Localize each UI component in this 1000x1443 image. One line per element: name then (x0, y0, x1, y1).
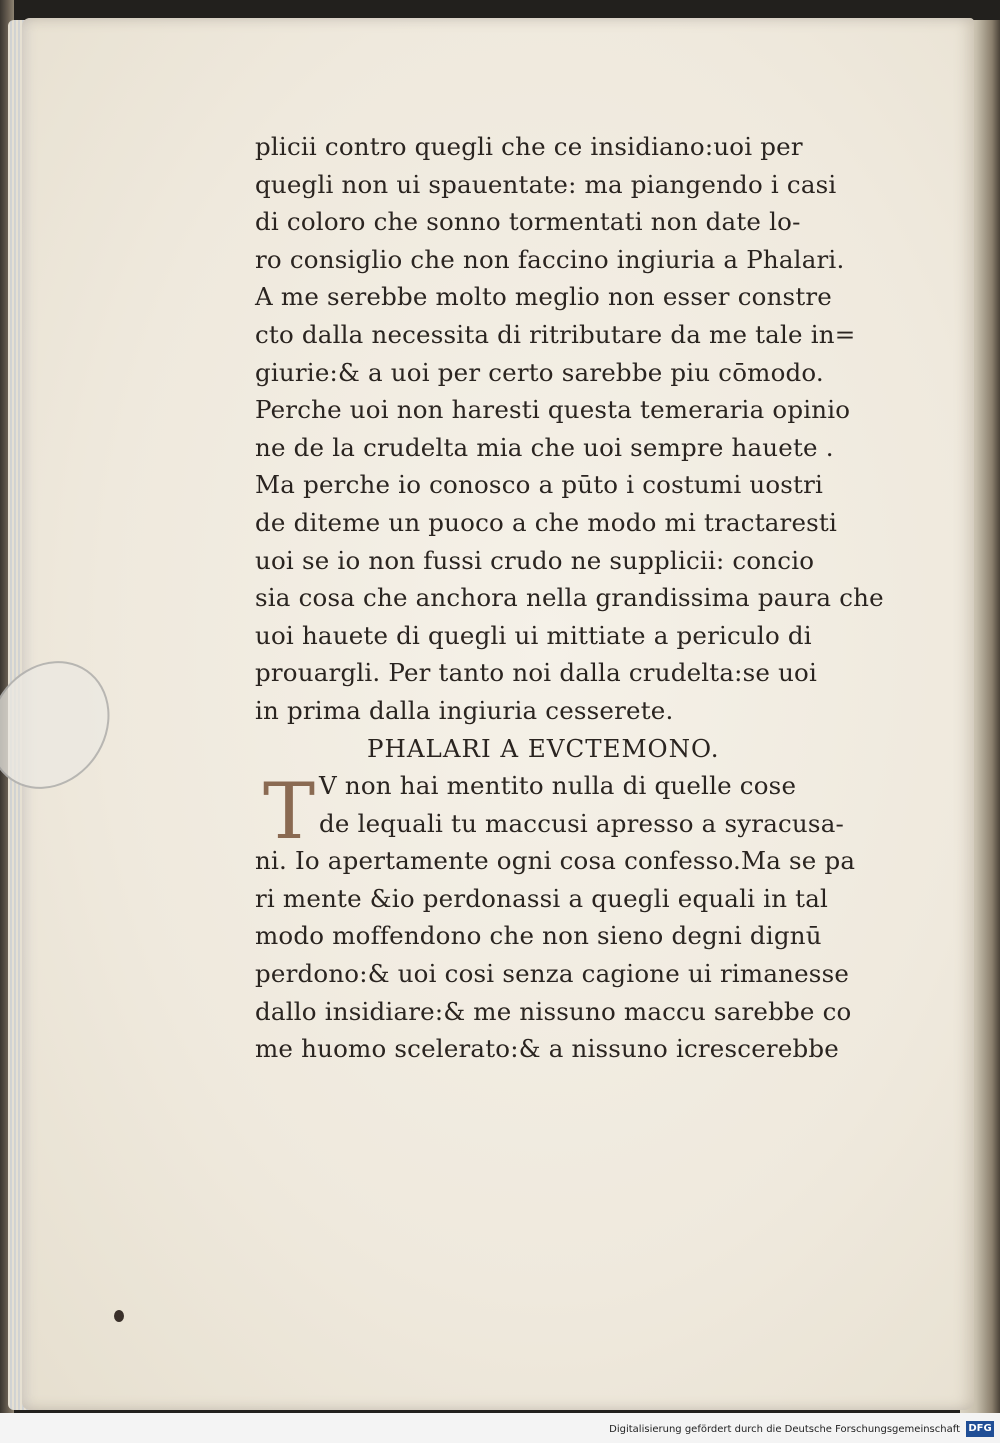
text-line: cto dalla necessita di ritributare da me tale in= (255, 319, 856, 349)
letter-heading: PHALARI A EVCTEMONO. (367, 733, 720, 763)
text-line: prouargli. Per tanto noi dalla crudelta:se uoi (255, 658, 818, 688)
text-line: de diteme un puoco a che modo mi tractaresti (255, 507, 838, 537)
ink-stain (114, 1310, 124, 1322)
drop-initial: T (263, 767, 316, 858)
text-line: plicii contro quegli che ce insidiano:uoi per (255, 132, 803, 161)
text-line: uoi hauete di quegli ui mittiate a periculo di (255, 620, 812, 650)
text-line: in prima dalla ingiuria cesserete. (255, 695, 674, 725)
text-line: quegli non ui spauentate: ma piangendo i casi (255, 169, 837, 199)
text-line: ne de la crudelta mia che uoi sempre hauete . (255, 432, 834, 462)
initial-paragraph (255, 767, 895, 858)
footer-band (0, 1413, 1000, 1443)
text-line: uoi se io non fussi crudo ne supplicii: concio (255, 545, 815, 575)
text-line: di coloro che sonno tormentati non date lo- (255, 207, 801, 237)
text-line: ro consiglio che non faccino ingiuria a Phalari. (255, 244, 845, 274)
text-line: ni. Io apertamente ogni cosa confesso.Ma se pa (255, 846, 856, 876)
text-line: Ma perche io conosco a pūto i costumi uostri (255, 470, 824, 500)
text-line: me huomo scelerato:& a nissuno icrescerebbe (255, 1034, 839, 1064)
text-line: dallo insidiare:& me nissuno maccu sarebbe co (255, 996, 852, 1026)
page-text (255, 128, 895, 1068)
text-line: V non hai mentito nulla di quelle cose (319, 771, 797, 801)
text-line: ri mente &io perdonassi a quegli equali in tal (255, 883, 829, 913)
text-line: sia cosa che anchora nella grandissima paura che (255, 583, 884, 613)
text-line: de lequali tu maccusi apresso a syracusa- (319, 808, 844, 838)
dfg-logo-icon: DFG (966, 1421, 994, 1437)
text-line: Perche uoi non haresti questa temeraria opinio (255, 395, 851, 425)
text-line: giurie:& a uoi per certo sarebbe piu cōmodo. (255, 357, 824, 387)
funding-credit: Digitalisierung gefördert durch die Deutsche Forschungsgemeinschaft (609, 1424, 960, 1435)
text-line: A me serebbe molto meglio non esser constre (255, 282, 832, 312)
text-line: perdono:& uoi cosi senza cagione ui rimanesse (255, 959, 850, 989)
text-line: modo moffendono che non sieno degni dignū (255, 921, 822, 951)
